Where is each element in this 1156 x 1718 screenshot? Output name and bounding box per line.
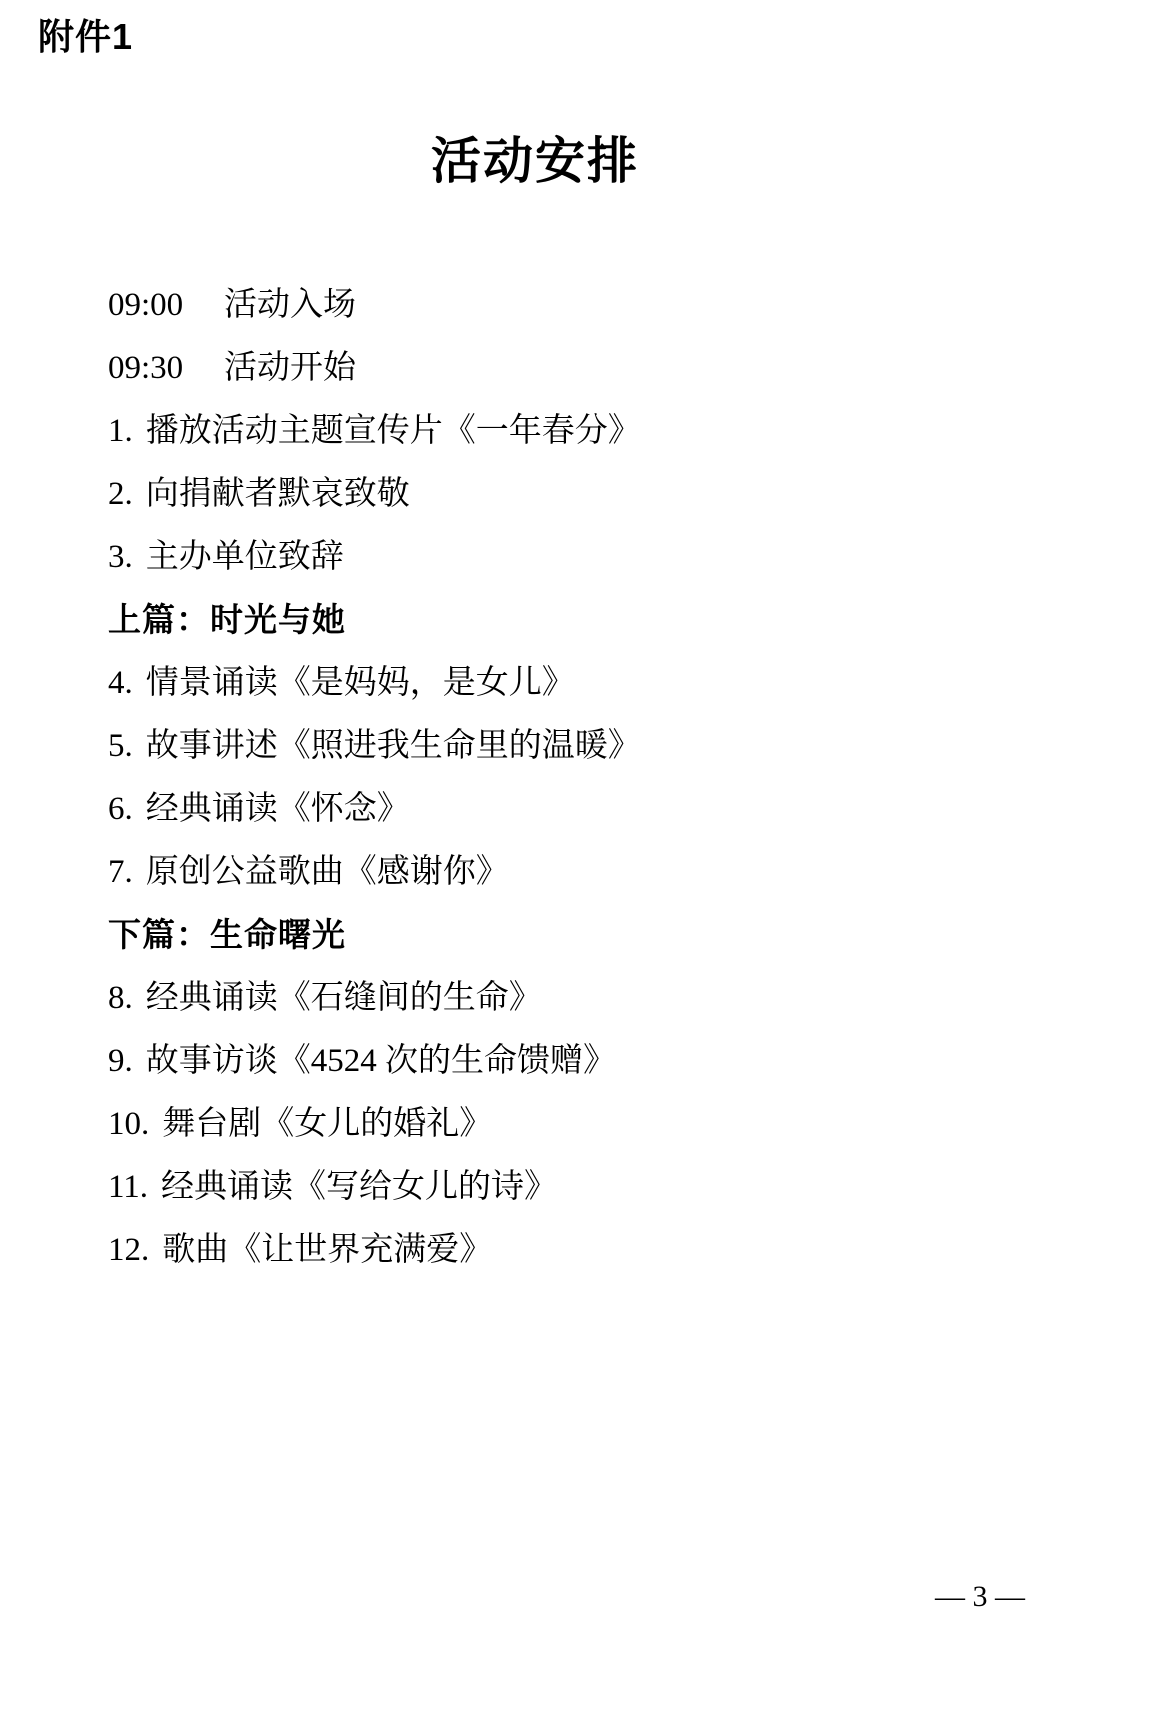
schedule-row (108, 854, 1008, 917)
item-text: 经典诵读《怀念》 (145, 791, 410, 827)
item-number: 5. (108, 728, 133, 764)
time-event-text: 活动开始 (224, 350, 356, 386)
item-number: 8. (108, 980, 133, 1016)
item-text: 经典诵读《石缝间的生命》 (145, 980, 542, 1016)
item-text: 歌曲《让世界充满爱》 (162, 1232, 493, 1268)
item-text: 原创公益歌曲《感谢你》 (145, 854, 509, 890)
attachment-label: 附件1 (38, 16, 134, 57)
schedule-row (108, 413, 1008, 476)
item-number: 4. (108, 665, 133, 701)
item-text: 播放活动主题宣传片《一年春分》 (145, 413, 641, 449)
page-title: 活动安排 (431, 133, 639, 189)
section-heading: 下篇：生命曙光 (108, 916, 346, 953)
schedule-row (108, 791, 1008, 854)
item-text: 故事访谈《4524 次的生命馈赠》 (145, 1043, 616, 1079)
section-heading: 上篇：时光与她 (108, 601, 346, 638)
time-event-text: 活动入场 (224, 287, 356, 323)
schedule-row (108, 980, 1008, 1043)
item-text: 向捐献者默哀致敬 (145, 476, 410, 512)
time-label: 09:00 (108, 287, 184, 323)
page-number: — 3 — (935, 1580, 1025, 1613)
item-number: 7. (108, 854, 133, 890)
item-text: 情景诵读《是妈妈，是女儿》 (145, 665, 575, 701)
item-number: 1. (108, 413, 133, 449)
schedule-row (108, 1232, 1008, 1295)
item-text: 主办单位致辞 (145, 539, 344, 575)
time-label: 09:30 (108, 350, 184, 386)
schedule-list (108, 287, 1008, 1295)
item-number: 3. (108, 539, 133, 575)
item-text: 经典诵读《写给女儿的诗》 (161, 1169, 558, 1205)
item-text: 故事讲述《照进我生命里的温暖》 (145, 728, 641, 764)
item-text: 舞台剧《女儿的婚礼》 (162, 1106, 493, 1142)
item-number: 12. (108, 1232, 150, 1268)
schedule-row (108, 1106, 1008, 1169)
schedule-row (108, 665, 1008, 728)
schedule-row (108, 476, 1008, 539)
item-number: 10. (108, 1106, 150, 1142)
item-number: 6. (108, 791, 133, 827)
schedule-row (108, 539, 1008, 602)
schedule-row (108, 287, 1008, 350)
schedule-row (108, 350, 1008, 413)
schedule-row (108, 1043, 1008, 1106)
item-number: 11. (108, 1169, 149, 1205)
item-number: 2. (108, 476, 133, 512)
item-number: 9. (108, 1043, 133, 1079)
schedule-row (108, 1169, 1008, 1232)
schedule-row (108, 728, 1008, 791)
